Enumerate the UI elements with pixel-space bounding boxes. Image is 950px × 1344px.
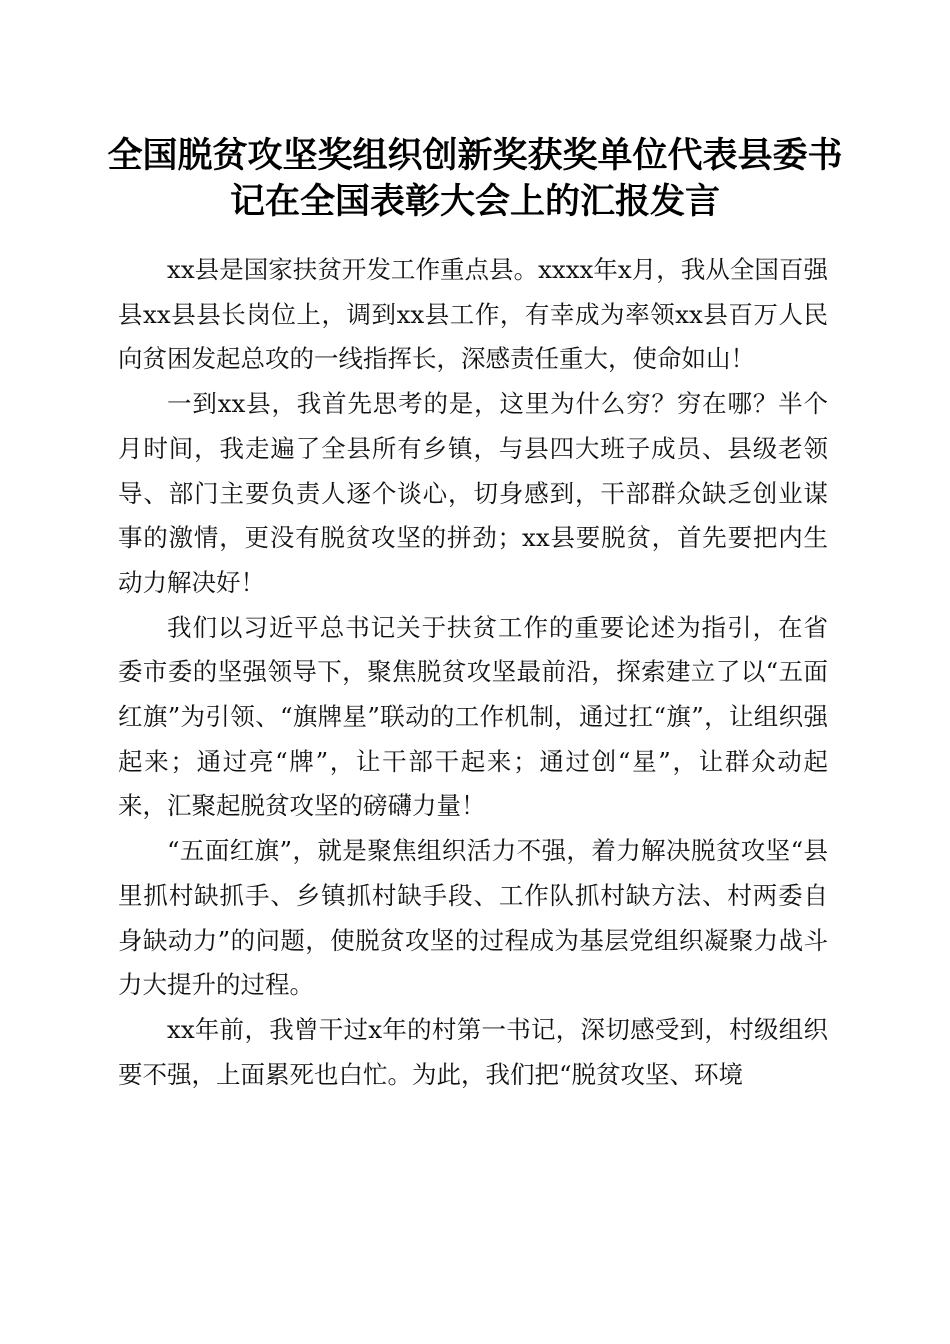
paragraph-5: xx年前，我曾干过x年的村第一书记，深切感受到，村级组织要不强，上面累死也白忙。为此，我们把“脱贫攻坚、环境 <box>118 1014 828 1089</box>
document-body <box>118 248 828 1097</box>
paragraph-4: “五面红旗”，就是聚焦组织活力不强，着力解决脱贫攻坚“县里抓村缺抓手、乡镇抓村缺手段、工作队抓村缺方法、村两委自身缺动力”的问题，使脱贫攻坚的过程成为基层党组织凝聚力战斗力大提升的过程。 <box>118 836 828 1000</box>
document-title: 全国脱贫攻坚奖组织创新奖获奖单位代表县委书记在全国表彰大会上的汇报发言 <box>107 135 843 222</box>
paragraph-3: 我们以习近平总书记关于扶贫工作的重要论述为指引，在省委市委的坚强领导下，聚焦脱贫攻坚最前沿，探索建立了以“五面红旗”为引领、“旗牌星”联动的工作机制，通过扛“旗”，让组织强起来；通过亮“牌”，让干部干起来；通过创“星”，让群众动起来，汇聚起脱贫攻坚的磅礴力量！ <box>118 612 828 821</box>
paragraph-1: xx县是国家扶贫开发工作重点县。xxxx年x月，我从全国百强县xx县县长岗位上，调到xx县工作，有幸成为率领xx县百万人民向贫困发起总攻的一线指挥长，深感责任重大，使命如山！ <box>118 255 828 374</box>
paragraph-2: 一到xx县，我首先思考的是，这里为什么穷？穷在哪？半个月时间，我走遍了全县所有乡镇，与县四大班子成员、县级老领导、部门主要负责人逐个谈心，切身感到，干部群众缺乏创业谋事的激情，更没有脱贫攻坚的拼劲；xx县要脱贫，首先要把内生动力解决好！ <box>118 389 828 597</box>
